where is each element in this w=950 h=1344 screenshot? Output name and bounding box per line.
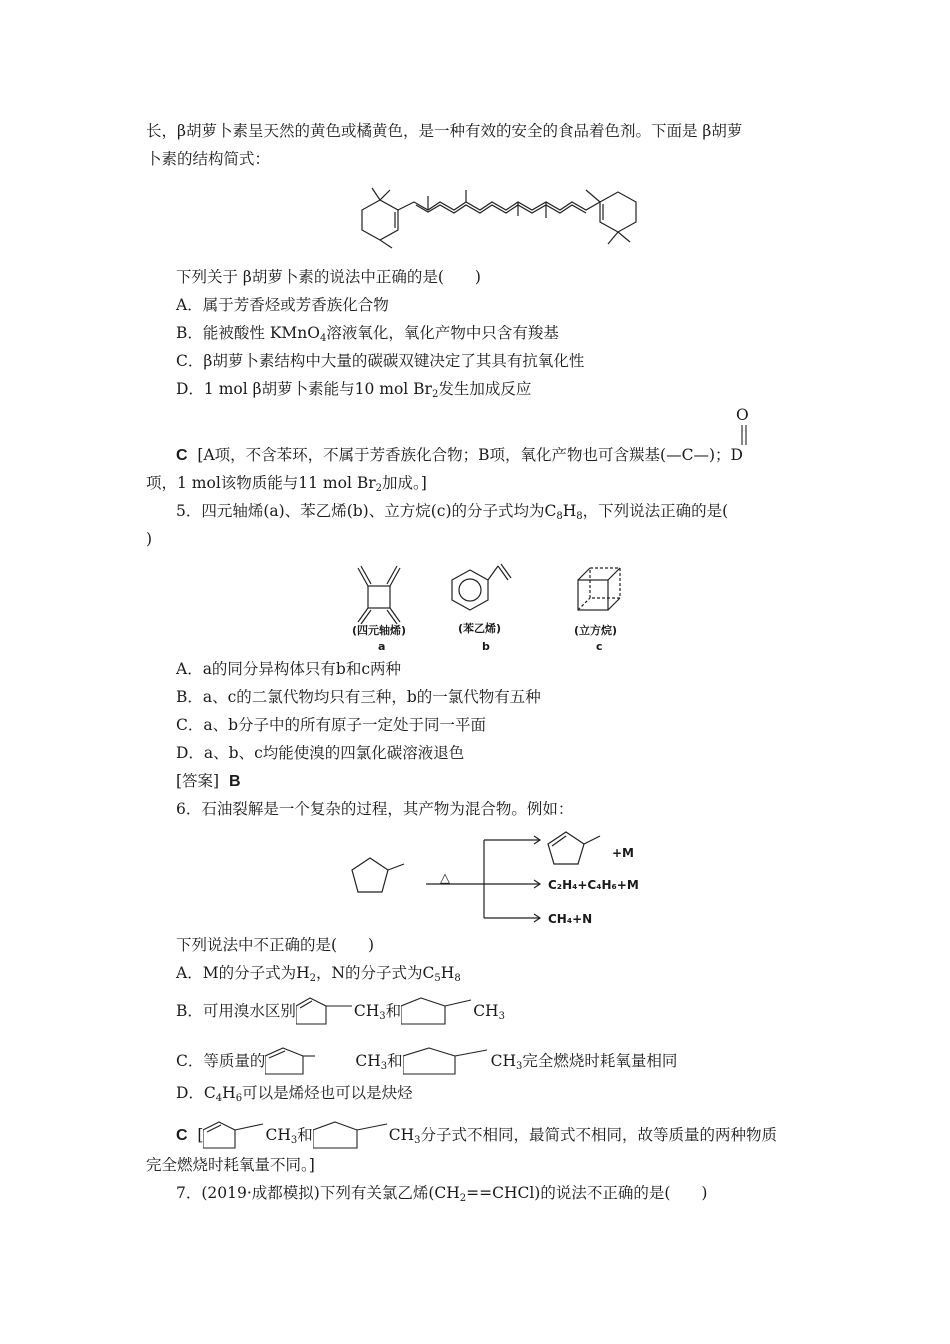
q5-fig-a-name: (四元轴烯) [352, 624, 407, 637]
methylcyclopentane-structure [313, 1120, 389, 1156]
methylcyclopentane-structure [403, 1046, 491, 1082]
q6-heat-symbol: △ [440, 871, 450, 886]
q6-explanation-line-1: C [ $CH_3$和 $CH_3$分子式不相同，最简式不相同，故等质量的两种物质 [176, 1120, 777, 1156]
q5-option-d: D．a、b、c均能使溴的四氯化碳溶液退色 [176, 744, 465, 762]
methylcyclopentene-structure [296, 996, 354, 1032]
carbonyl-oxygen: O [736, 406, 749, 424]
q5-fig-b-name: (苯乙烯) [458, 622, 502, 635]
q5-stem-line-2: ) [146, 530, 153, 548]
beta-carotene-structure [350, 182, 650, 262]
q4-option-a: A．属于芳香烃或芳香族化合物 [176, 296, 389, 314]
q4-answer: C [176, 447, 188, 464]
q4-option-b: B．能被酸性 KMnO$_4$溶液氧化，氧化产物中只含有羧基 [176, 324, 559, 344]
q6-explanation-line-2: 完全燃烧时耗氧量不同。] [146, 1156, 315, 1174]
q4-option-d: D．1 mol β胡萝卜素能与10 mol $Br_2$发生加成反应 [176, 380, 532, 400]
intro-line-1: 长，β胡萝卜素呈天然的黄色或橘黄色，是一种有效的安全的食品着色剂。下面是 β胡萝 [146, 122, 743, 140]
q5-fig-c-name: (立方烷) [574, 624, 618, 637]
q5-fig-b-letter: b [482, 640, 490, 653]
q5-fig-c-letter: c [596, 640, 603, 653]
q6-answer: C [176, 1127, 188, 1144]
q6-product-3: CH₄+N [548, 912, 593, 926]
q5-answer: B [228, 773, 241, 790]
q5-option-a: A．a的同分异构体只有b和c两种 [176, 660, 402, 678]
q5-fig-a-letter: a [378, 640, 386, 653]
q6-product-2: C₂H₄+C₄H₆+M [548, 878, 639, 892]
q6-option-a: A．M的分子式为$H_2$，N的分子式为$C_5H_8$ [176, 964, 461, 984]
q4-explanation-line-2: 项，1 mol该物质能与11 mol $Br_2$加成。] [146, 474, 427, 494]
intro-line-2: 卜素的结构简式： [146, 150, 271, 168]
q6-sub-stem: 下列说法中不正确的是( ) [176, 936, 375, 954]
q4-stem: 下列关于 β胡萝卜素的说法中正确的是( ) [176, 268, 481, 286]
methylcyclopentane-structure [401, 996, 473, 1032]
q6-product-1: +M [612, 846, 634, 860]
q5-option-b: B．a、c的二氯代物均只有三种，b的一氯代物有五种 [176, 688, 541, 706]
q6-option-b: B．可用溴水区别 $CH_3$和 $CH_3$ [176, 996, 505, 1032]
methylcyclopentene-structure [203, 1120, 265, 1156]
q6-option-c: C．等质量的 $CH_3$和 $CH_3$完全燃烧时耗氧量相同 [176, 1046, 677, 1082]
q6-stem: 6．石油裂解是一个复杂的过程，其产物为混合物。例如： [176, 800, 574, 818]
q7-stem: 7．(2019·成都模拟)下列有关氯乙烯$(CH_2==CHCl)$的说法不正确的是( ) [176, 1184, 708, 1204]
q5-stem: 5．四元轴烯(a)、苯乙烯(b)、立方烷(c)的分子式均为$C_8H_8$，下列说法正确的是( [176, 502, 729, 522]
q5-answer-line: [答案] B [176, 772, 241, 790]
methylcyclopentene-structure [265, 1046, 355, 1082]
q4-explanation-line-1: C [A项，不含苯环，不属于芳香族化合物；B项，氧化产物也可含羰基(—C—)；D [176, 446, 743, 464]
q6-option-d: D．$C_4H_6$可以是烯烃也可以是炔烃 [176, 1084, 413, 1104]
q5-option-c: C．a、b分子中的所有原子一定处于同一平面 [176, 716, 487, 734]
q4-option-c: C．β胡萝卜素结构中大量的碳碳双键决定了其具有抗氧化性 [176, 352, 585, 370]
